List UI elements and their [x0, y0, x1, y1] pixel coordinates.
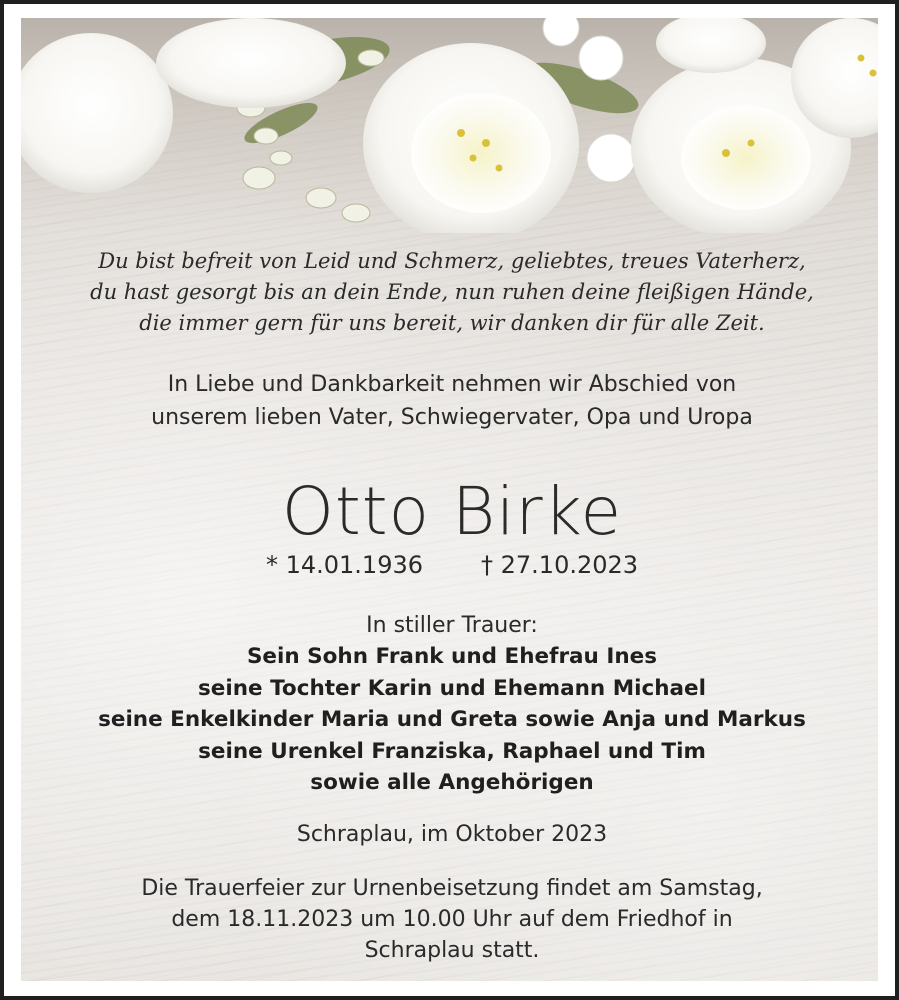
- farewell-line: In Liebe und Dankbarkeit nehmen wir Abschied von: [167, 372, 737, 397]
- service-line: Schraplau statt.: [364, 938, 540, 963]
- obituary-card: [21, 18, 878, 981]
- mourner-line: seine Urenkel Franziska, Raphael und Tim: [198, 738, 706, 764]
- mourning-intro: In stiller Trauer:: [366, 613, 538, 638]
- obituary-border: [4, 4, 895, 996]
- poem-line: Du bist befreit von Leid und Schmerz, geliebtes, treues Vaterherz,: [98, 249, 806, 273]
- farewell-line: unserem lieben Vater, Schwiegervater, Opa und Uropa: [151, 405, 753, 430]
- service-line: dem 18.11.2023 um 10.00 Uhr auf dem Friedhof in: [171, 907, 733, 932]
- mourner-line: sowie alle Angehörigen: [310, 770, 594, 795]
- mourner-line: seine Tochter Karin und Ehemann Michael: [198, 675, 706, 701]
- death-date: † 27.10.2023: [481, 551, 639, 579]
- memorial-poem: [21, 246, 878, 339]
- poem-line: du hast gesorgt bis an dein Ende, nun ruhen deine fleißigen Hände,: [90, 280, 814, 304]
- mourner-line: Sein Sohn Frank und Ehefrau Ines: [246, 644, 658, 669]
- birth-date: * 14.01.1936: [265, 551, 423, 579]
- poem-line: die immer gern für uns bereit, wir danken dir für alle Zeit.: [139, 311, 765, 335]
- place-date: Schraplau, im Oktober 2023: [296, 822, 608, 847]
- farewell-text: [21, 368, 878, 434]
- funeral-service-info: [21, 873, 878, 966]
- service-line: Die Trauerfeier zur Urnenbeisetzung findet am Samstag,: [141, 876, 763, 901]
- white-tulips-image: [21, 18, 878, 233]
- deceased-name: Otto Birke: [281, 473, 623, 550]
- life-dates: [21, 548, 878, 582]
- mourner-line: seine Enkelkinder Maria und Greta sowie Anja und Markus: [98, 707, 806, 732]
- mourners-list: [21, 641, 878, 799]
